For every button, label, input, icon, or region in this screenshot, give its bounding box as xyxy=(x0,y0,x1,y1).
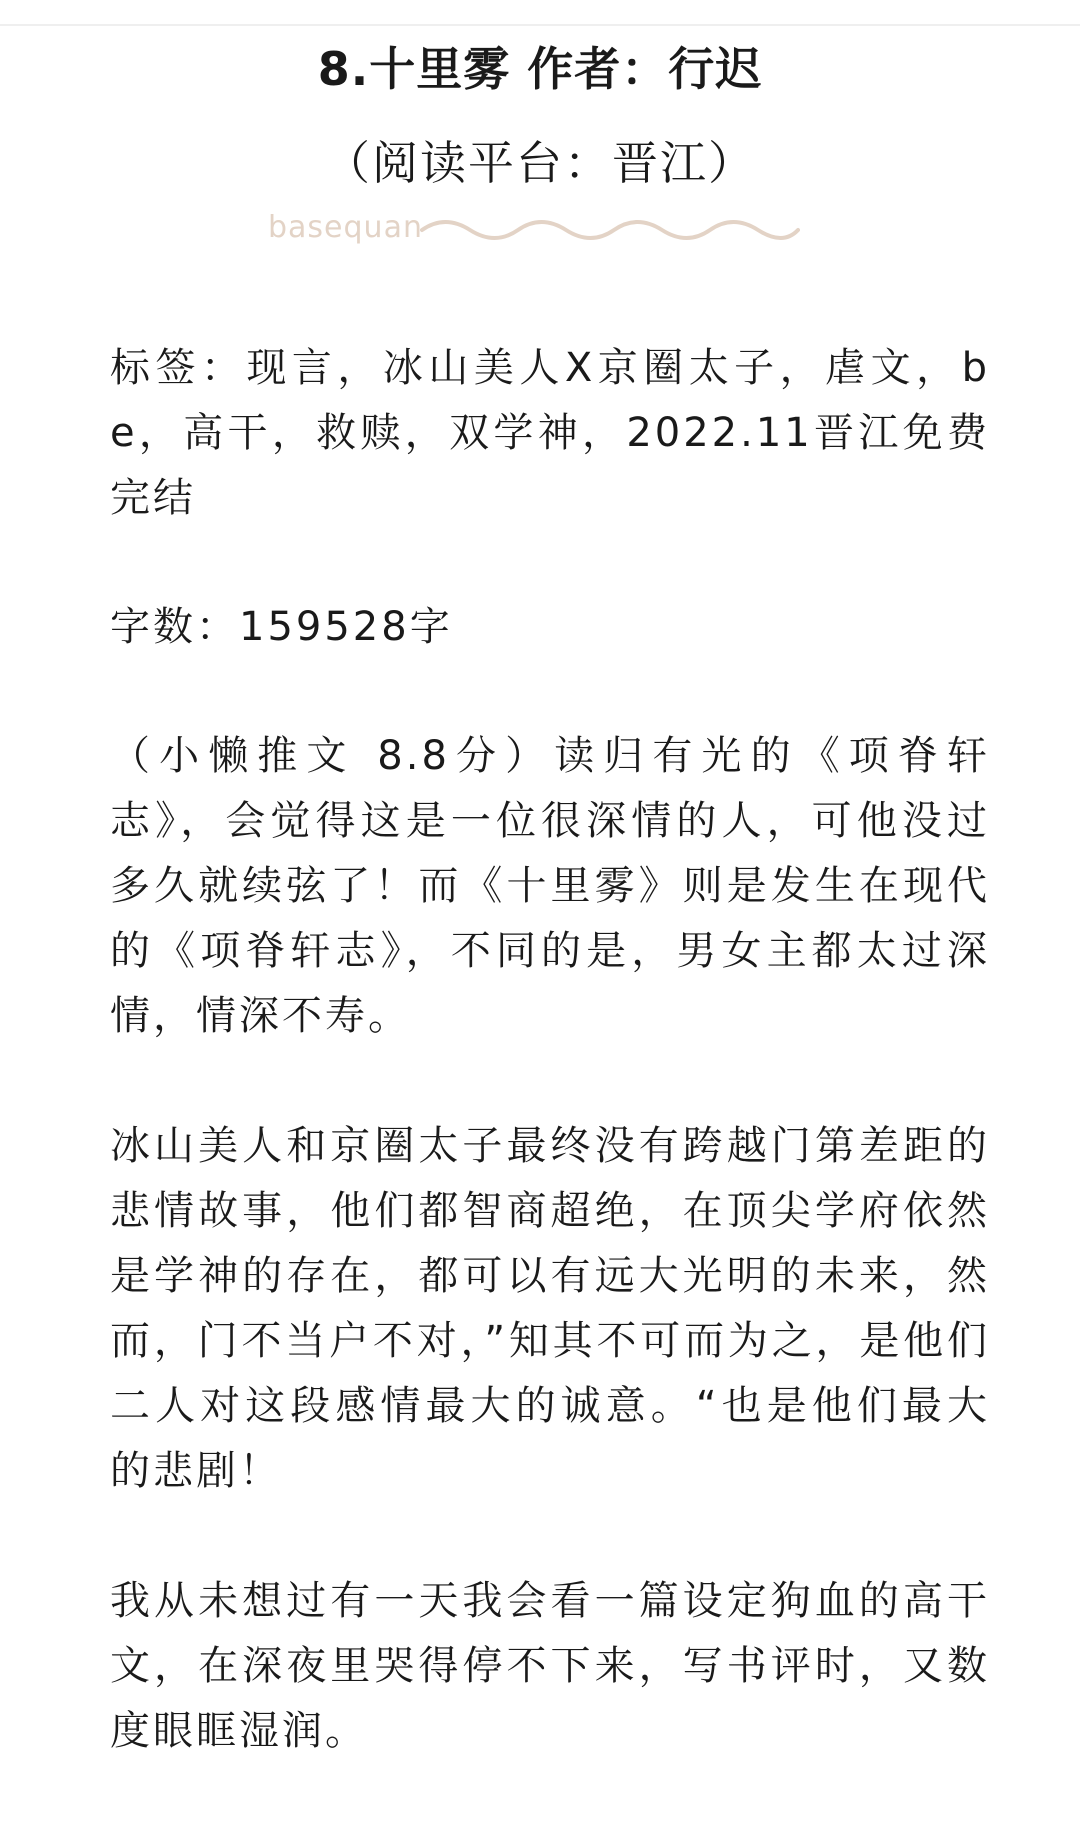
word-count: 字数：159528字 xyxy=(110,604,453,650)
paragraph-3: 我从未想过有一天我会看一篇设定狗血的高干文，在深夜里哭得停不下来，写书评时，又数度眼眶湿润。 xyxy=(110,1578,990,1754)
decorative-wave-icon xyxy=(420,212,800,248)
article-title: 8.十里雾 作者：行迟 xyxy=(317,42,763,96)
watermark-text: basequan xyxy=(268,210,423,245)
paragraph-1: （小懒推文 8.8分）读归有光的《项脊轩志》，会觉得这是一位很深情的人，可他没过多久就续弦了！而《十里雾》则是发生在现代的《项脊轩志》，不同的是，男女主都太过深情，情深不寿。 xyxy=(110,733,990,1039)
article-body xyxy=(110,336,990,1829)
tags-line: 标签：现言，冰山美人X京圈太子，虐文，be，高干，救赎，双学神，2022.11晋江免费完结 xyxy=(110,345,990,521)
platform-subtitle: （阅读平台：晋江） xyxy=(324,136,756,190)
top-divider xyxy=(0,24,1080,26)
paragraph-2: 冰山美人和京圈太子最终没有跨越门第差距的悲情故事，他们都智商超绝，在顶尖学府依然是学神的存在，都可以有远大光明的未来，然而，门不当户不对，”知其不可而为之，是他们二人对这段感情最大的诚意。“也是他们最大的悲剧！ xyxy=(110,1123,990,1494)
